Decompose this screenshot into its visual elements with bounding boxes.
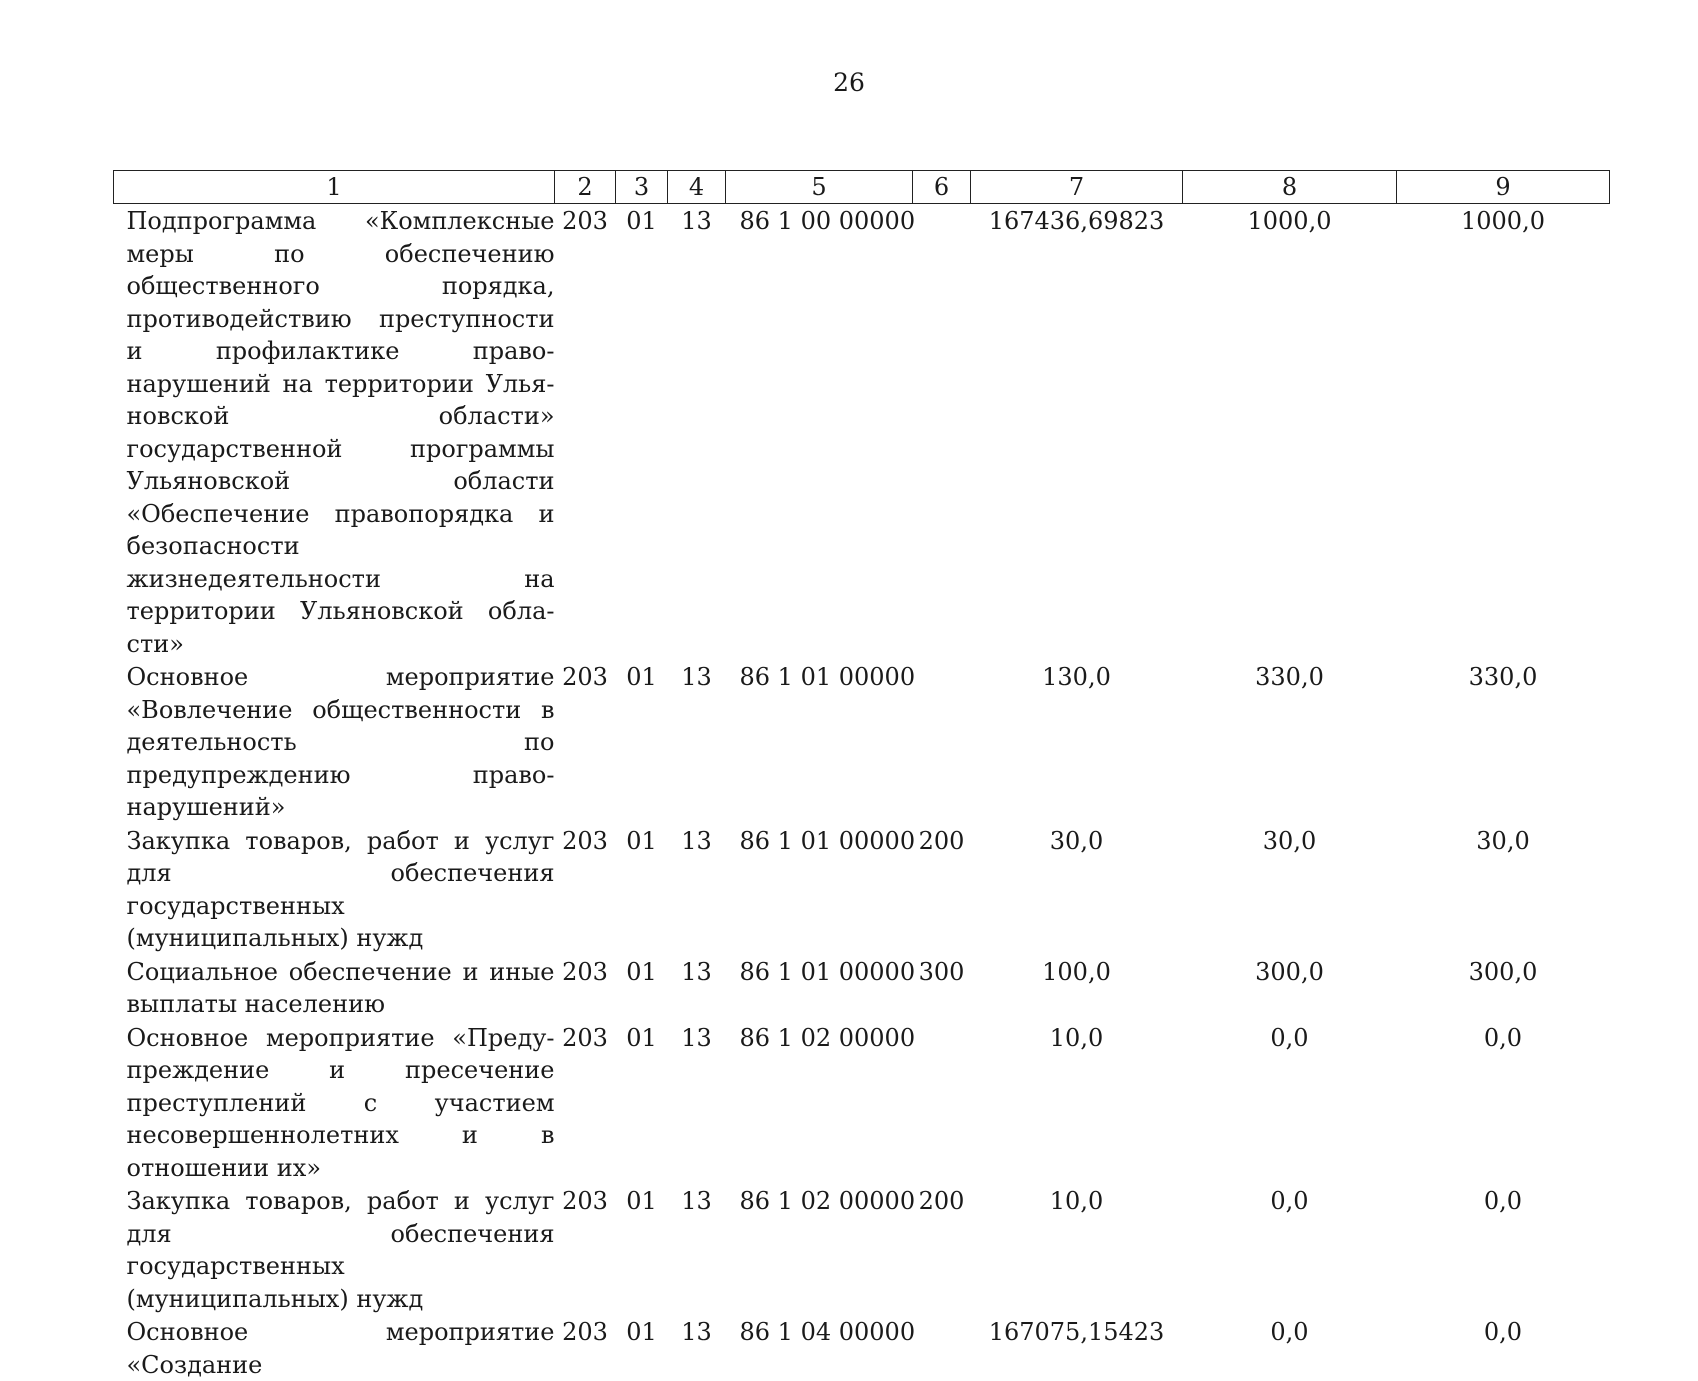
row-c3: 01 bbox=[616, 660, 668, 824]
row-c3: 01 bbox=[616, 204, 668, 661]
row-c4: 13 bbox=[668, 660, 726, 824]
row-c2: 203 bbox=[555, 1315, 616, 1381]
row-c2: 203 bbox=[555, 660, 616, 824]
row-c4: 13 bbox=[668, 1315, 726, 1381]
row-c9: 0,0 bbox=[1397, 1021, 1610, 1185]
row-c4: 13 bbox=[668, 1021, 726, 1185]
header-col-4: 4 bbox=[668, 171, 726, 204]
row-c2: 203 bbox=[555, 824, 616, 955]
row-c2: 203 bbox=[555, 1184, 616, 1315]
table-body bbox=[114, 204, 1610, 1381]
row-c6: 200 bbox=[913, 824, 971, 955]
row-c9: 300,0 bbox=[1397, 955, 1610, 1021]
row-c9: 0,0 bbox=[1397, 1184, 1610, 1315]
table-row bbox=[114, 1315, 1610, 1381]
row-c4: 13 bbox=[668, 204, 726, 661]
row-c3: 01 bbox=[616, 824, 668, 955]
table-row bbox=[114, 1021, 1610, 1185]
row-c8: 30,0 bbox=[1183, 824, 1397, 955]
table-row bbox=[114, 955, 1610, 1021]
row-c7: 130,0 bbox=[971, 660, 1183, 824]
row-c6 bbox=[913, 204, 971, 661]
row-c5: 86 1 02 00000 bbox=[726, 1184, 913, 1315]
row-c8: 0,0 bbox=[1183, 1021, 1397, 1185]
row-c8: 300,0 bbox=[1183, 955, 1397, 1021]
budget-table bbox=[113, 170, 1610, 1381]
row-c5: 86 1 01 00000 bbox=[726, 660, 913, 824]
row-c6 bbox=[913, 660, 971, 824]
row-c9: 1000,0 bbox=[1397, 204, 1610, 661]
row-c7: 100,0 bbox=[971, 955, 1183, 1021]
header-row bbox=[114, 171, 1610, 204]
row-c8: 0,0 bbox=[1183, 1315, 1397, 1381]
row-c7: 167436,69823 bbox=[971, 204, 1183, 661]
header-col-3: 3 bbox=[616, 171, 668, 204]
header-col-7: 7 bbox=[971, 171, 1183, 204]
header-col-6: 6 bbox=[913, 171, 971, 204]
row-c4: 13 bbox=[668, 1184, 726, 1315]
row-c7: 30,0 bbox=[971, 824, 1183, 955]
table-row bbox=[114, 1184, 1610, 1315]
row-name: Основное мероприятие «Предупреждение и пресечение преступлений с участием несовершеннолетних и в отношении их» bbox=[114, 1021, 555, 1185]
row-c2: 203 bbox=[555, 955, 616, 1021]
row-c5: 86 1 00 00000 bbox=[726, 204, 913, 661]
row-name: Социальное обеспечение и иные выплаты населению bbox=[114, 955, 555, 1021]
row-c9: 30,0 bbox=[1397, 824, 1610, 955]
table-row bbox=[114, 660, 1610, 824]
row-c3: 01 bbox=[616, 1315, 668, 1381]
row-c7: 167075,15423 bbox=[971, 1315, 1183, 1381]
row-c6 bbox=[913, 1021, 971, 1185]
row-c9: 0,0 bbox=[1397, 1315, 1610, 1381]
page-number: 26 bbox=[0, 68, 1698, 97]
table-row bbox=[114, 204, 1610, 661]
row-c5: 86 1 01 00000 bbox=[726, 955, 913, 1021]
header-col-2: 2 bbox=[555, 171, 616, 204]
row-c7: 10,0 bbox=[971, 1021, 1183, 1185]
header-col-8: 8 bbox=[1183, 171, 1397, 204]
header-col-9: 9 bbox=[1397, 171, 1610, 204]
row-c9: 330,0 bbox=[1397, 660, 1610, 824]
row-c5: 86 1 02 00000 bbox=[726, 1021, 913, 1185]
row-c6 bbox=[913, 1315, 971, 1381]
row-c8: 0,0 bbox=[1183, 1184, 1397, 1315]
header-col-1: 1 bbox=[114, 171, 555, 204]
row-c3: 01 bbox=[616, 1021, 668, 1185]
row-c5: 86 1 01 00000 bbox=[726, 824, 913, 955]
row-name: Подпрограмма «Комплексные меры по обеспечению общественного порядка, противодействию преступности и профилактике правонарушений на территории Ульяновской области» государственной программы Ульяновской области «Обеспечение правопорядка и безопасности жизнедеятельности на территории Ульяновской области» bbox=[114, 204, 555, 661]
row-c8: 1000,0 bbox=[1183, 204, 1397, 661]
header-col-5: 5 bbox=[726, 171, 913, 204]
row-name: Основное мероприятие «Создание bbox=[114, 1315, 555, 1381]
row-c3: 01 bbox=[616, 955, 668, 1021]
row-c7: 10,0 bbox=[971, 1184, 1183, 1315]
table-header bbox=[114, 171, 1610, 204]
row-c2: 203 bbox=[555, 1021, 616, 1185]
row-c6: 300 bbox=[913, 955, 971, 1021]
row-c4: 13 bbox=[668, 955, 726, 1021]
row-c2: 203 bbox=[555, 204, 616, 661]
row-name: Закупка товаров, работ и услуг для обеспечения государственных (муниципальных) нужд bbox=[114, 1184, 555, 1315]
row-c5: 86 1 04 00000 bbox=[726, 1315, 913, 1381]
row-c6: 200 bbox=[913, 1184, 971, 1315]
row-c3: 01 bbox=[616, 1184, 668, 1315]
row-name: Основное мероприятие «Вовлечение общественности в деятельность по предупреждению правонарушений» bbox=[114, 660, 555, 824]
row-c4: 13 bbox=[668, 824, 726, 955]
row-c8: 330,0 bbox=[1183, 660, 1397, 824]
table-row bbox=[114, 824, 1610, 955]
row-name: Закупка товаров, работ и услуг для обеспечения государственных (муниципальных) нужд bbox=[114, 824, 555, 955]
